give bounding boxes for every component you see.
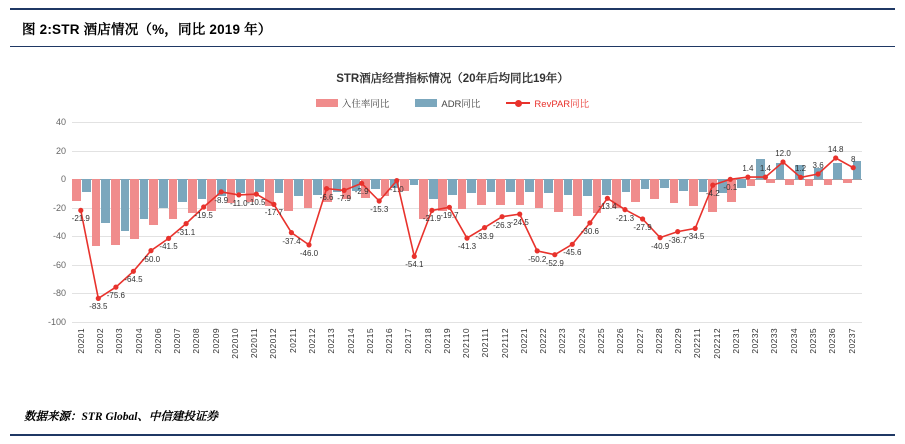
x-tick-label: 20215 bbox=[364, 328, 375, 354]
x-tick-label: 20212 bbox=[306, 328, 317, 354]
revpar-line bbox=[72, 122, 862, 322]
data-label: 3.6 bbox=[812, 161, 824, 170]
gridline--100 bbox=[72, 322, 862, 323]
data-label: -50.2 bbox=[528, 254, 547, 264]
data-label: 8 bbox=[850, 154, 856, 164]
data-label: -19.5 bbox=[194, 211, 213, 220]
x-tick-label: 20235 bbox=[807, 328, 818, 354]
y-tick-40: 40 bbox=[55, 117, 66, 127]
data-label: -19.7 bbox=[440, 211, 459, 221]
chart-legend bbox=[10, 96, 895, 110]
x-tick-label: 20204 bbox=[133, 328, 144, 354]
x-axis-labels bbox=[72, 328, 862, 398]
data-label: 1.2 bbox=[794, 164, 807, 174]
legend-label-adr: ADR同比 bbox=[441, 99, 481, 110]
x-tick-label: 20213 bbox=[326, 328, 337, 354]
data-label: -45.6 bbox=[563, 248, 582, 258]
legend-label-revpar: RevPAR同比 bbox=[534, 99, 590, 110]
legend-swatch-adr bbox=[415, 99, 437, 107]
figure-caption: 图 2:STR 酒店情况（%，同比 2019 年） bbox=[22, 22, 272, 37]
x-tick-label: 202112 bbox=[499, 328, 510, 359]
data-label: -30.6 bbox=[580, 226, 599, 236]
x-tick-label: 20224 bbox=[576, 328, 587, 354]
data-label: -37.4 bbox=[282, 236, 301, 246]
x-tick-label: 20202 bbox=[95, 328, 106, 354]
source-note: 数据来源：STR Global、中信建投证券 bbox=[24, 411, 218, 423]
x-tick-label: 20233 bbox=[769, 328, 780, 354]
x-tick-label: 20216 bbox=[384, 328, 395, 354]
data-label: -15.3 bbox=[370, 205, 389, 214]
x-tick-label: 20228 bbox=[653, 328, 664, 354]
data-label: -2.9 bbox=[354, 187, 369, 197]
x-tick-label: 20227 bbox=[634, 328, 645, 354]
x-tick-label: 20229 bbox=[673, 328, 684, 354]
data-label: -64.5 bbox=[124, 275, 143, 285]
x-tick-label: 20234 bbox=[788, 328, 799, 354]
x-tick-label: 20237 bbox=[846, 328, 857, 354]
data-label: -31.1 bbox=[176, 227, 196, 237]
x-tick-label: 202110 bbox=[461, 328, 472, 359]
data-label: -21.9 bbox=[71, 214, 90, 224]
data-label: -54.1 bbox=[405, 260, 424, 270]
x-tick-label: 202111 bbox=[480, 328, 491, 358]
data-label: -40.9 bbox=[650, 241, 670, 251]
data-label: -33.9 bbox=[475, 231, 494, 241]
y-tick-0: 0 bbox=[60, 174, 66, 185]
x-tick-label: 20223 bbox=[557, 328, 568, 354]
data-label: -34.5 bbox=[686, 232, 705, 242]
data-label: 12.0 bbox=[775, 149, 791, 158]
legend-item-revpar bbox=[506, 96, 589, 110]
data-label: -0.1 bbox=[723, 183, 738, 193]
y-tick--20: -20 bbox=[52, 202, 66, 213]
data-label: -7.9 bbox=[337, 194, 352, 204]
data-label: -10.5 bbox=[247, 198, 266, 208]
x-tick-label: 202011 bbox=[249, 328, 260, 359]
x-tick-label: 202010 bbox=[229, 328, 240, 359]
data-label: -21.3 bbox=[615, 213, 635, 223]
x-tick-label: 20231 bbox=[730, 328, 741, 354]
y-tick-20: 20 bbox=[55, 145, 66, 156]
data-label: -8.9 bbox=[214, 195, 229, 205]
data-label: -6.6 bbox=[319, 192, 334, 202]
x-tick-label: 202212 bbox=[711, 328, 722, 359]
data-label: -13.4 bbox=[598, 202, 617, 212]
x-tick-label: 20211 bbox=[287, 328, 298, 354]
x-tick-label: 202211 bbox=[692, 328, 703, 359]
data-label: -41.3 bbox=[457, 242, 477, 252]
x-tick-label: 20208 bbox=[191, 328, 202, 354]
data-label: -41.5 bbox=[159, 242, 178, 252]
x-tick-label: 20203 bbox=[114, 328, 125, 354]
legend-item-adr bbox=[415, 96, 480, 110]
y-tick--40: -40 bbox=[52, 231, 66, 242]
figure-container bbox=[10, 8, 895, 436]
x-tick-label: 20226 bbox=[615, 328, 626, 354]
data-label: -4.2 bbox=[705, 189, 720, 199]
x-tick-label: 20218 bbox=[422, 328, 433, 354]
x-tick-label: 20221 bbox=[518, 328, 529, 354]
data-label: -27.9 bbox=[633, 223, 652, 232]
legend-item-occ bbox=[316, 96, 390, 110]
x-tick-label: 20225 bbox=[596, 328, 607, 354]
legend-label-occ: 入住率同比 bbox=[341, 99, 390, 110]
data-label: -21.9 bbox=[422, 214, 441, 224]
legend-swatch-occ bbox=[316, 99, 338, 107]
data-label: -46.0 bbox=[299, 248, 319, 258]
y-tick--60: -60 bbox=[52, 259, 66, 270]
x-tick-label: 20214 bbox=[345, 328, 356, 354]
data-label: -75.6 bbox=[106, 291, 125, 301]
data-label: -83.5 bbox=[89, 302, 108, 312]
x-tick-label: 20236 bbox=[827, 328, 838, 354]
data-label: 1.4 bbox=[759, 164, 771, 174]
data-label: -24.5 bbox=[510, 218, 529, 228]
x-tick-label: 20222 bbox=[538, 328, 549, 354]
x-tick-label: 20209 bbox=[210, 328, 221, 354]
chart-title: STR酒店经营指标情况（20年后均同比19年） bbox=[336, 73, 569, 85]
data-label: -52.9 bbox=[545, 258, 564, 268]
legend-swatch-revpar bbox=[506, 102, 530, 104]
data-label: -26.3 bbox=[492, 220, 512, 230]
x-tick-label: 202012 bbox=[268, 328, 279, 359]
data-label: 14.8 bbox=[827, 145, 844, 154]
x-tick-label: 20217 bbox=[403, 328, 414, 354]
data-label: -17.7 bbox=[264, 208, 283, 218]
y-tick--80: -80 bbox=[52, 288, 66, 299]
title-divider bbox=[10, 46, 895, 47]
data-label: 1.4 bbox=[742, 164, 754, 174]
data-label: -1.0 bbox=[389, 184, 404, 194]
data-label: -50.0 bbox=[141, 254, 161, 264]
data-label: -36.7 bbox=[668, 235, 687, 245]
y-tick--100: -100 bbox=[47, 317, 66, 327]
chart-area bbox=[10, 50, 895, 400]
plot-canvas bbox=[47, 117, 862, 327]
x-tick-label: 20201 bbox=[75, 328, 86, 354]
x-tick-label: 20207 bbox=[172, 328, 183, 354]
data-label: -11.0 bbox=[229, 198, 248, 208]
x-tick-label: 20206 bbox=[152, 328, 163, 354]
x-tick-label: 20232 bbox=[750, 328, 761, 354]
x-tick-label: 20219 bbox=[441, 328, 452, 354]
